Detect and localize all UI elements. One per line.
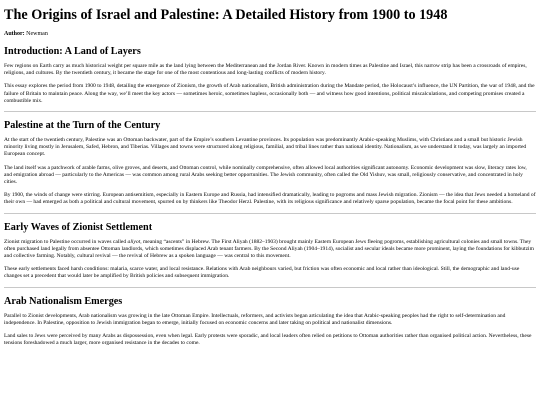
author-name: Newman: [26, 31, 48, 37]
section-divider: [4, 111, 536, 112]
paragraph: This essay explores the period from 1900 to 1948, detailing the emergence of Zionism, the growth of Arab nationalism, British administration during the Mandate period, the Holocaust’s influence, the UN Partition, the war of 1948, and the failure of Britain to maintain peace. Along the way, we’ll meet the key actors — sometimes heroic, sometimes hapless, occasionally both — and witness how good intentions, political miscalculations, and competing promises created a combustible mix.: [4, 83, 535, 104]
section-heading: Arab Nationalism Emerges: [4, 295, 123, 307]
paragraph: By 1900, the winds of change were stirring. European antisemitism, especially in Eastern Europe and Russia, had intensified dramatically, leading to pogroms and mass Jewish migration. Zionism — the idea that Jews needed a homeland of their own — had emerged as both a political and cultural movement, spurred on by thinkers like Theodor Herzl. Palestine, with its religious significance and relatively sparse population, became the focal point for these ambitions.: [4, 192, 536, 206]
page-title: The Origins of Israel and Palestine: A Detailed History from 1900 to 1948: [4, 7, 448, 23]
section-heading: Introduction: A Land of Layers: [4, 46, 141, 57]
paragraph: Parallel to Zionist developments, Arab nationalism was growing in the late Ottoman Empire. Intellectuals, reformers, and activists began articulating the idea that Arabic-speaking peoples had the right to self-determination and independence. In Palestine, opposition to Jewish immigration began to emerge, initially focused on economic concerns and later taking on political and nationalist dimensions.: [4, 312, 506, 326]
paragraph: At the start of the twentieth century, Palestine was an Ottoman backwater, part of the Empire’s southern Levantine provinces. Its population was predominantly Arabic-speaking Muslims, with Christians and a small but historic Jewish minority living mostly in Jerusalem, Safed, Hebron, and Tiberias. Villages and towns were structured along religious, familial, and tribal lines rather than national identity. Nationalism, as we understand it today, was largely an imported European concept.: [4, 137, 527, 158]
section-divider: [4, 287, 536, 288]
paragraph: Few regions on Earth carry as much historical weight per square mile as the land lying between the Mediterranean and the Jordan River. Known in modern times as Palestine and Israel, this narrow strip has been a crossroads of empires, religions, and cultures. By the twentieth century, it became the stage for one of the most contentious and long-lasting conflicts of modern history.: [4, 63, 527, 77]
section-introduction: [4, 45, 536, 105]
paragraph: The land itself was a patchwork of arable farms, olive groves, and deserts, and Ottoman control, while nominally comprehensive, often allowed local authorities significant autonomy. Economic development was slow, literacy rates low, and emigration abroad — particularly to the Americas — was common among rural Arabs seeking better opportunities. The Jewish community, often called the Old Yishuv, was small, religiously conservative, and concentrated in holy cities.: [4, 164, 527, 186]
section-divider: [4, 213, 536, 214]
section-arab-nationalism: [4, 295, 536, 348]
article: [0, 6, 540, 347]
section-heading: Palestine at the Turn of the Century: [4, 120, 161, 132]
paragraph: Zionist migration to Palestine occurred in waves called aliyot, meaning “ascents” in Hebrew. The First Aliyah (1882–1903) brought mainly Eastern European Jews fleeing pogroms, establishing agricultural colonies and small towns. They often purchased land legally from absentee Ottoman landlords, which sometimes displaced Arab tenant farmers. By the Second Aliyah (1904–1914), socialist and secular ideals became more prominent, laying the foundations for kibbutzim and collective farming. Notably, cultural revival — the revival of Hebrew as a spoken language — was central to this movement.: [4, 238, 534, 260]
emphasis: aliyot: [127, 238, 141, 245]
section-heading: Early Waves of Zionist Settlement: [4, 221, 153, 233]
section-zionist-settlement: [4, 221, 536, 281]
section-turn-of-century: [4, 119, 536, 207]
author-line: [4, 30, 536, 38]
paragraph: These early settlements faced harsh conditions: malaria, scarce water, and local resistance. Relations with Arab neighbours varied, but friction was often economic and local rather than ideological. Still, the demographic and land-use changes set a precedent that would later be amplified by British policies and subsequent immigration.: [4, 266, 520, 280]
author-label: Author:: [4, 31, 25, 37]
paragraph: Land sales to Jews were perceived by many Arabs as dispossession, even when legal. Early protests were sporadic, and local leaders often relied on petitions to Ottoman authorities rather than organised political action. Nevertheless, these tensions foreshadowed a much larger, more organised resistance in the decades to come.: [4, 333, 532, 347]
